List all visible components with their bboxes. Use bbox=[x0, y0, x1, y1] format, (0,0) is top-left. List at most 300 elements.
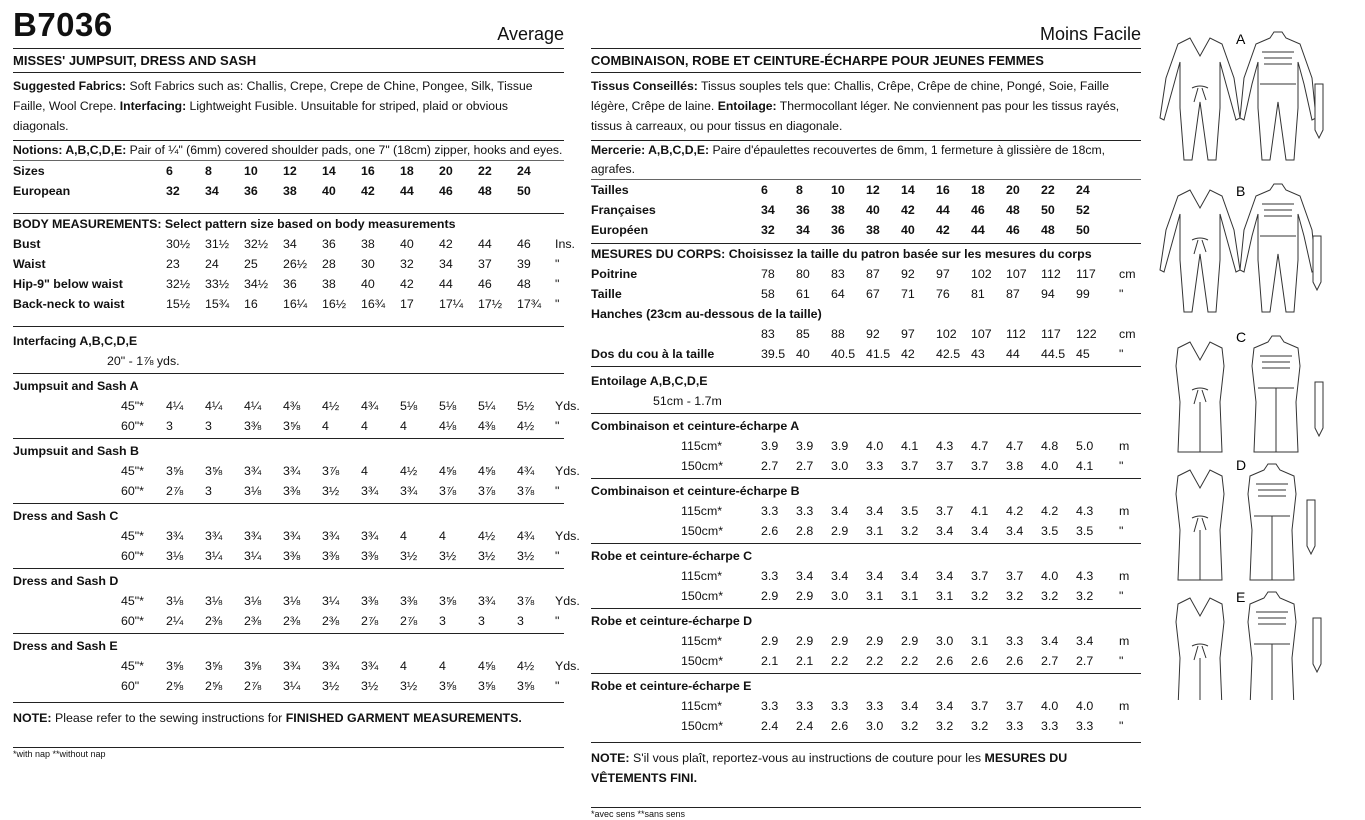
yardage-row-fr-value: 4.0 bbox=[1076, 699, 1094, 713]
sizes-row-value: 12 bbox=[283, 164, 297, 178]
body-row-value: 17½ bbox=[478, 297, 503, 311]
taille-row-value: 71 bbox=[901, 287, 915, 301]
yardage-row-unit: " bbox=[555, 614, 560, 628]
yardage-row-fr-width: 150cm* bbox=[681, 459, 724, 473]
yardage-row-fr-value: 3.2 bbox=[1041, 589, 1059, 603]
yardage-row-fr-value: 3.8 bbox=[1006, 459, 1024, 473]
yardage-row-fr-value: 3.0 bbox=[866, 719, 884, 733]
fabrics-label: Suggested Fabrics: bbox=[13, 79, 127, 93]
yardage-row-fr-value: 3.9 bbox=[831, 439, 849, 453]
dos-row-value: 45 bbox=[1076, 347, 1090, 361]
body-row-value: 46 bbox=[478, 277, 492, 291]
notions-label: Notions: A,B,C,D,E: bbox=[13, 143, 127, 157]
yardage-row-fr-value: 4.0 bbox=[866, 439, 884, 453]
yardage-row-value: 3⅞ bbox=[322, 464, 340, 478]
yardage-row-fr-value: 2.6 bbox=[936, 654, 954, 668]
yardage-row-fr-value: 3.0 bbox=[831, 589, 849, 603]
yardage-row-value: 2⅝ bbox=[205, 679, 223, 693]
tailles-row bbox=[591, 180, 1141, 200]
view-d-label: D bbox=[1236, 457, 1247, 473]
group-divider-fr bbox=[591, 413, 1141, 414]
body-row-label: Waist bbox=[13, 257, 46, 271]
yardage-row-value: 3⅛ bbox=[283, 594, 301, 608]
yardage-row-fr-value: 3.4 bbox=[1076, 634, 1094, 648]
yardage-group-header-fr bbox=[591, 416, 1141, 436]
tailles-row-value: 22 bbox=[1041, 183, 1055, 197]
francaises-row-value: 36 bbox=[796, 203, 810, 217]
body-row-value: 16¾ bbox=[361, 297, 386, 311]
hanches-row-value: 97 bbox=[901, 327, 915, 341]
yardage-row-fr-value: 3.5 bbox=[1076, 524, 1094, 538]
yardage-row-fr-value: 2.7 bbox=[796, 459, 814, 473]
view-c-front bbox=[1176, 342, 1224, 452]
europeen-row-value: 50 bbox=[1076, 223, 1090, 237]
yardage-row-value: 3 bbox=[166, 419, 173, 433]
yardage-row-fr-value: 3.1 bbox=[936, 589, 954, 603]
interfacing-row: Interfacing A,B,C,D,E bbox=[13, 334, 138, 348]
yardage-row-fr-value: 3.4 bbox=[1006, 524, 1024, 538]
francaises-row-value: 50 bbox=[1041, 203, 1055, 217]
yardage-row-fr-unit: " bbox=[1119, 459, 1124, 473]
yardage-row-value: 4½ bbox=[322, 399, 340, 413]
tailles-row-value: 16 bbox=[936, 183, 950, 197]
sizes-row-value: 14 bbox=[322, 164, 336, 178]
tailles-row-value: 10 bbox=[831, 183, 845, 197]
yardage-row-width: 45"* bbox=[121, 464, 145, 478]
yardage-row-value: 3¾ bbox=[244, 464, 262, 478]
francaises-row-value: 46 bbox=[971, 203, 985, 217]
hanches-row-value: 88 bbox=[831, 327, 845, 341]
poitrine-row-value: 97 bbox=[936, 267, 950, 281]
yardage-group-label-fr: Robe et ceinture-écharpe E bbox=[591, 679, 752, 693]
yardage-row-value: 3¼ bbox=[322, 594, 340, 608]
francaises-row-value: 38 bbox=[831, 203, 845, 217]
europeen-row-value: 32 bbox=[761, 223, 775, 237]
yardage-row-fr-value: 4.7 bbox=[1006, 439, 1024, 453]
body-row-value: 42 bbox=[439, 237, 453, 251]
yardage-row-fr bbox=[591, 586, 1141, 606]
yardage-row-fr-value: 3.4 bbox=[901, 699, 919, 713]
poitrine-row-value: 80 bbox=[796, 267, 810, 281]
sizes-row-value: 22 bbox=[478, 164, 492, 178]
dos-row-value: 44 bbox=[1006, 347, 1020, 361]
yardage-row-fr-value: 3.3 bbox=[761, 569, 779, 583]
taille-row-value: 64 bbox=[831, 287, 845, 301]
yardage-row-fr-value: 2.2 bbox=[866, 654, 884, 668]
yardage-row-value: 3½ bbox=[439, 549, 457, 563]
yardage-row-fr-value: 2.2 bbox=[901, 654, 919, 668]
english-column bbox=[13, 0, 580, 760]
yardage-row-fr-value: 3.4 bbox=[866, 504, 884, 518]
yardage-row-value: 3½ bbox=[322, 484, 340, 498]
yardage-row-fr-value: 2.9 bbox=[866, 634, 884, 648]
body-row-value: 37 bbox=[478, 257, 492, 271]
interfacing-text: Lightweight Fusible. Unsuitable for striped, plaid or obvious diagonals. bbox=[13, 99, 508, 133]
body-row-value: 44 bbox=[439, 277, 453, 291]
yardage-row-fr-value: 3.3 bbox=[866, 459, 884, 473]
yardage-row-fr-value: 4.1 bbox=[1076, 459, 1094, 473]
yardage-row-value: 4½ bbox=[517, 419, 535, 433]
sizes-row-value: 6 bbox=[166, 164, 173, 178]
yardage-row-fr-value: 2.8 bbox=[796, 524, 814, 538]
yardage-row-value: 2⅝ bbox=[166, 679, 184, 693]
body-row-unit: " bbox=[555, 297, 560, 311]
yardage-row-value: 4½ bbox=[517, 659, 535, 673]
yardage-row-fr-value: 3.2 bbox=[1076, 589, 1094, 603]
dos-row-label: Dos du cou à la taille bbox=[591, 347, 715, 361]
body-row-value: 16¼ bbox=[283, 297, 308, 311]
yardage-row-value: 3⅝ bbox=[439, 594, 457, 608]
yardage-row-value: 3⅞ bbox=[517, 594, 535, 608]
sizes-row bbox=[13, 161, 564, 181]
notions-line bbox=[13, 141, 564, 160]
yardage-row-fr-value: 3.4 bbox=[936, 569, 954, 583]
body-row-value: 16½ bbox=[322, 297, 347, 311]
yardage-row-fr-unit: m bbox=[1119, 634, 1130, 648]
yardage-row-fr-value: 3.7 bbox=[936, 504, 954, 518]
european-row bbox=[13, 181, 564, 201]
yardage-row-value: 3½ bbox=[400, 679, 418, 693]
group-divider bbox=[13, 633, 564, 634]
dos-row-value: 40.5 bbox=[831, 347, 856, 361]
dos-row-value: 39.5 bbox=[761, 347, 786, 361]
taille-row-value: 61 bbox=[796, 287, 810, 301]
europeen-row-value: 34 bbox=[796, 223, 810, 237]
european-row-value: 50 bbox=[517, 184, 531, 198]
group-divider bbox=[13, 503, 564, 504]
yardage-row-value: 2⅜ bbox=[322, 614, 340, 628]
european-row-value: 38 bbox=[283, 184, 297, 198]
yardage-row-fr-value: 2.1 bbox=[796, 654, 814, 668]
taille-row-value: 99 bbox=[1076, 287, 1090, 301]
yardage-row-value: 4¼ bbox=[205, 399, 223, 413]
yardage-group-label-fr: Robe et ceinture-écharpe C bbox=[591, 549, 753, 563]
yardage-row-value: 3¾ bbox=[322, 529, 340, 543]
hanches-row-value: 85 bbox=[796, 327, 810, 341]
view-a-front bbox=[1160, 38, 1240, 160]
body-row bbox=[13, 234, 575, 254]
hanches-row-value: 122 bbox=[1076, 327, 1097, 341]
yardage-row-value: 4¼ bbox=[166, 399, 184, 413]
body-row-value: 25 bbox=[244, 257, 258, 271]
francaises-row bbox=[591, 200, 1141, 220]
sizes-row-value: 20 bbox=[439, 164, 453, 178]
yardage-row-fr-value: 4.3 bbox=[1076, 569, 1094, 583]
poitrine-row-value: 83 bbox=[831, 267, 845, 281]
dos-row-unit: " bbox=[1119, 347, 1124, 361]
footnote-fr: *avec sens **sans sens bbox=[591, 809, 686, 819]
body-row-value: 34 bbox=[439, 257, 453, 271]
group-divider-fr bbox=[591, 543, 1141, 544]
body-row-value: 17¼ bbox=[439, 297, 464, 311]
european-row-value: 34 bbox=[205, 184, 219, 198]
yardage-row bbox=[13, 546, 564, 566]
sizes-row-value: 16 bbox=[361, 164, 375, 178]
yardage-row-unit: Yds. bbox=[555, 529, 580, 543]
body-row-value: 33½ bbox=[205, 277, 230, 291]
yardage-row-fr-value: 3.3 bbox=[796, 699, 814, 713]
yardage-row-fr-value: 4.1 bbox=[901, 439, 919, 453]
yardage-row-value: 2⅞ bbox=[361, 614, 379, 628]
yardage-row-unit: " bbox=[555, 549, 560, 563]
hanches-row bbox=[591, 324, 1141, 344]
yardage-row-value: 2⅞ bbox=[166, 484, 184, 498]
europeen-row bbox=[591, 220, 1141, 240]
yardage-row-value: 2¼ bbox=[166, 614, 184, 628]
view-a-sash bbox=[1315, 84, 1323, 138]
francaises-row-value: 44 bbox=[936, 203, 950, 217]
interfacing-yardage-row-fr: 51cm - 1.7m bbox=[653, 394, 722, 408]
view-a-label: A bbox=[1236, 31, 1246, 47]
poitrine-row-unit: cm bbox=[1119, 267, 1136, 281]
yardage-row-fr-value: 3.7 bbox=[1006, 569, 1024, 583]
yardage-row-fr-value: 3.3 bbox=[831, 699, 849, 713]
yardage-row-value: 3½ bbox=[400, 549, 418, 563]
yardage-row-fr-value: 2.9 bbox=[796, 634, 814, 648]
yardage-row-fr bbox=[591, 501, 1141, 521]
yardage-row-fr-value: 3.7 bbox=[971, 569, 989, 583]
yardage-row-fr-value: 2.9 bbox=[831, 524, 849, 538]
yardage-row-value: 3 bbox=[205, 419, 212, 433]
taille-row-value: 87 bbox=[1006, 287, 1020, 301]
yardage-group-header bbox=[13, 636, 564, 656]
yardage-row-fr-unit: m bbox=[1119, 504, 1130, 518]
body-row-value: 48 bbox=[517, 277, 531, 291]
difficulty-level: Average bbox=[497, 24, 564, 44]
yardage-group-label: Jumpsuit and Sash B bbox=[13, 444, 139, 458]
body-row-value: 40 bbox=[400, 237, 414, 251]
yardage-row-value: 3 bbox=[439, 614, 446, 628]
hanches-row-value: 117 bbox=[1041, 327, 1061, 341]
yardage-row-fr bbox=[591, 436, 1141, 456]
french-column bbox=[591, 0, 1141, 820]
yardage-row-fr-value: 4.0 bbox=[1041, 459, 1059, 473]
yardage-row-value: 4 bbox=[439, 659, 446, 673]
body-row-value: 40 bbox=[361, 277, 375, 291]
yardage-row-value: 4 bbox=[400, 659, 407, 673]
yardage-row-fr-unit: " bbox=[1119, 589, 1124, 603]
dos-row-value: 40 bbox=[796, 347, 810, 361]
yardage-row-value: 3⅝ bbox=[166, 659, 184, 673]
yardage-row-value: 3⅜ bbox=[283, 549, 301, 563]
body-row-value: 34 bbox=[283, 237, 297, 251]
yardage-row-fr-value: 3.7 bbox=[1006, 699, 1024, 713]
yardage-group-label: Dress and Sash E bbox=[13, 639, 118, 653]
dos-row-value: 42 bbox=[901, 347, 915, 361]
dos-row-value: 43 bbox=[971, 347, 985, 361]
yardage-row-value: 4¾ bbox=[361, 399, 379, 413]
yardage-row-fr-value: 3.3 bbox=[866, 699, 884, 713]
yardage-row-fr-unit: " bbox=[1119, 654, 1124, 668]
yardage-row bbox=[13, 396, 580, 416]
yardage-row bbox=[13, 461, 580, 481]
yardage-row-value: 4⅛ bbox=[439, 419, 457, 433]
yardage-group-label: Jumpsuit and Sash A bbox=[13, 379, 139, 393]
yardage-row-value: 3⅞ bbox=[478, 484, 496, 498]
yardage-row-width: 60"* bbox=[121, 549, 145, 563]
yardage-row-fr-value: 2.9 bbox=[761, 634, 779, 648]
taille-row bbox=[591, 284, 1141, 304]
note-line: NOTE: Please refer to the sewing instructions for FINISHED GARMENT MEASUREMENTS. bbox=[13, 711, 522, 725]
yardage-row-fr-value: 2.6 bbox=[761, 524, 779, 538]
yardage-group-header-fr bbox=[591, 611, 1141, 631]
hanches-row-unit: cm bbox=[1119, 327, 1136, 341]
poitrine-row-value: 87 bbox=[866, 267, 880, 281]
yardage-row-value: 3⅛ bbox=[166, 594, 184, 608]
dos-row-value: 42.5 bbox=[936, 347, 961, 361]
yardage-row-width: 45"* bbox=[121, 399, 145, 413]
group-divider-fr bbox=[591, 608, 1141, 609]
pattern-title-fr: COMBINAISON, ROBE ET CEINTURE-ÉCHARPE POUR JEUNES FEMMES bbox=[591, 48, 1141, 73]
body-row bbox=[13, 274, 564, 294]
body-row-value: 38 bbox=[322, 277, 336, 291]
body-row bbox=[13, 254, 564, 274]
europeen-row-label: Européen bbox=[591, 223, 649, 237]
tailles-row-value: 8 bbox=[796, 183, 803, 197]
yardage-row-fr bbox=[591, 651, 1141, 671]
yardage-group-header bbox=[13, 441, 564, 461]
european-row-value: 48 bbox=[478, 184, 492, 198]
yardage-row-value: 4 bbox=[439, 529, 446, 543]
yardage-row-value: 3⅝ bbox=[166, 464, 184, 478]
yardage-row-fr-value: 3.3 bbox=[761, 699, 779, 713]
yardage-row-value: 3⅜ bbox=[361, 594, 379, 608]
european-row-value: 42 bbox=[361, 184, 375, 198]
yardage-row-value: 2⅞ bbox=[244, 679, 262, 693]
yardage-row-fr bbox=[591, 696, 1141, 716]
body-row-value: 39 bbox=[517, 257, 531, 271]
yardage-row-fr-value: 4.2 bbox=[1006, 504, 1024, 518]
yardage-row-value: 5⅛ bbox=[400, 399, 418, 413]
yardage-row-fr-value: 4.7 bbox=[971, 439, 989, 453]
yardage-row-fr-value: 2.1 bbox=[761, 654, 779, 668]
poitrine-row-value: 92 bbox=[901, 267, 915, 281]
yardage-row-fr-width: 150cm* bbox=[681, 719, 724, 733]
yardage-row-value: 3¾ bbox=[478, 594, 496, 608]
tailles-row-value: 14 bbox=[901, 183, 915, 197]
yardage-row-unit: " bbox=[555, 679, 560, 693]
view-e-label: E bbox=[1236, 589, 1246, 605]
yardage-row-value: 4⅜ bbox=[283, 399, 301, 413]
yardage-table bbox=[13, 373, 580, 696]
tailles-row-label: Tailles bbox=[591, 183, 629, 197]
yardage-row-value: 3¾ bbox=[205, 529, 223, 543]
body-row-value: 32½ bbox=[166, 277, 191, 291]
yardage-row-value: 4 bbox=[400, 419, 407, 433]
tailles-row-value: 20 bbox=[1006, 183, 1020, 197]
yardage-row-fr-unit: m bbox=[1119, 569, 1130, 583]
footnote: *with nap **without nap bbox=[13, 749, 106, 759]
yardage-row-fr-width: 115cm* bbox=[681, 504, 723, 518]
view-c-back bbox=[1252, 336, 1300, 452]
yardage-row-width: 60"* bbox=[121, 484, 145, 498]
yardage-row-value: 3⅛ bbox=[205, 594, 223, 608]
yardage-row-fr-value: 4.0 bbox=[1041, 569, 1059, 583]
yardage-row-value: 3¾ bbox=[322, 659, 340, 673]
sizes-table-fr bbox=[591, 180, 1141, 240]
yardage-row-unit: Yds. bbox=[555, 464, 580, 478]
yardage-row-fr-value: 3.2 bbox=[901, 719, 919, 733]
yardage-row-value: 3¾ bbox=[361, 484, 379, 498]
yardage-row-unit: Yds. bbox=[555, 399, 580, 413]
yardage-row-value: 2⅜ bbox=[283, 614, 301, 628]
body-row-value: 30½ bbox=[166, 237, 191, 251]
yardage-row-fr-width: 115cm* bbox=[681, 699, 723, 713]
yardage-row-value: 3 bbox=[478, 614, 485, 628]
view-b-label: B bbox=[1236, 183, 1246, 199]
europeen-row-value: 44 bbox=[971, 223, 985, 237]
yardage-row-unit: " bbox=[555, 484, 560, 498]
yardage-row-fr-value: 2.2 bbox=[831, 654, 849, 668]
yardage-row-fr-value: 5.0 bbox=[1076, 439, 1094, 453]
yardage-row-fr-value: 2.6 bbox=[1006, 654, 1024, 668]
yardage-row-fr-value: 3.4 bbox=[971, 524, 989, 538]
yardage-row-fr-value: 3.4 bbox=[831, 504, 849, 518]
body-row-value: 42 bbox=[400, 277, 414, 291]
yardage-row-fr bbox=[591, 521, 1141, 541]
yardage-row-fr-value: 2.7 bbox=[761, 459, 779, 473]
yardage-row-fr-width: 115cm* bbox=[681, 569, 723, 583]
yardage-row-fr-value: 3.5 bbox=[1041, 524, 1059, 538]
yardage-row-fr-value: 3.3 bbox=[796, 504, 814, 518]
body-row-value: 23 bbox=[166, 257, 180, 271]
body-row-label: Back-neck to waist bbox=[13, 297, 125, 311]
body-row-unit: Ins. bbox=[555, 237, 575, 251]
body-row-value: 38 bbox=[361, 237, 375, 251]
body-row-unit: " bbox=[555, 257, 560, 271]
yardage-row-fr-value: 3.7 bbox=[971, 699, 989, 713]
yardage-row-fr-value: 3.3 bbox=[1076, 719, 1094, 733]
yardage-row bbox=[13, 481, 564, 501]
yardage-row-fr-unit: m bbox=[1119, 699, 1130, 713]
notions-text: Pair of ¼" (6mm) covered shoulder pads, one 7" (18cm) zipper, hooks and eyes. bbox=[126, 143, 563, 157]
yardage-row-fr-value: 3.1 bbox=[866, 589, 884, 603]
note-line-fr: NOTE: S'il vous plaît, reportez-vous au instructions de couture pour les MESURES DU VÊTEMENTS FINI. bbox=[591, 751, 1068, 785]
european-row-value: 44 bbox=[400, 184, 414, 198]
view-d-back bbox=[1248, 464, 1296, 580]
yardage-row bbox=[13, 416, 564, 436]
yardage-row-fr-value: 3.5 bbox=[901, 504, 919, 518]
fabrics-text: Soft Fabrics such as: Challis, Crepe, Crepe de Chine, Pongee, Silk, Tissue Faille, Wool Crepe. bbox=[13, 79, 533, 113]
body-row-unit: " bbox=[555, 277, 560, 291]
view-b-front bbox=[1160, 190, 1240, 312]
yardage-row-fr-value: 2.4 bbox=[796, 719, 814, 733]
sizes-row-value: 10 bbox=[244, 164, 258, 178]
yardage-row-fr-value: 2.9 bbox=[831, 634, 849, 648]
yardage-row bbox=[13, 656, 580, 676]
yardage-row-fr-value: 2.9 bbox=[796, 589, 814, 603]
yardage-row-fr-value: 2.6 bbox=[971, 654, 989, 668]
view-e-back bbox=[1248, 592, 1296, 700]
yardage-row-unit: Yds. bbox=[555, 594, 580, 608]
yardage-row-value: 4¼ bbox=[244, 399, 262, 413]
yardage-row-fr-value: 3.4 bbox=[831, 569, 849, 583]
yardage-row-value: 3¾ bbox=[283, 464, 301, 478]
yardage-row-fr-value: 4.3 bbox=[936, 439, 954, 453]
sizes-row-label: Sizes bbox=[13, 164, 45, 178]
yardage-row-width: 45"* bbox=[121, 659, 145, 673]
yardage-row-width: 45"* bbox=[121, 529, 145, 543]
yardage-row-value: 3⅞ bbox=[517, 484, 535, 498]
yardage-row-fr-value: 3.3 bbox=[1041, 719, 1059, 733]
yardage-row-value: 3⅝ bbox=[478, 679, 496, 693]
body-row-label: Hip-9" below waist bbox=[13, 277, 123, 291]
yardage-row-fr-value: 3.4 bbox=[796, 569, 814, 583]
tailles-row-value: 24 bbox=[1076, 183, 1090, 197]
francaises-row-value: 42 bbox=[901, 203, 915, 217]
yardage-row-fr-value: 3.9 bbox=[796, 439, 814, 453]
yardage-row-fr-unit: m bbox=[1119, 439, 1130, 453]
